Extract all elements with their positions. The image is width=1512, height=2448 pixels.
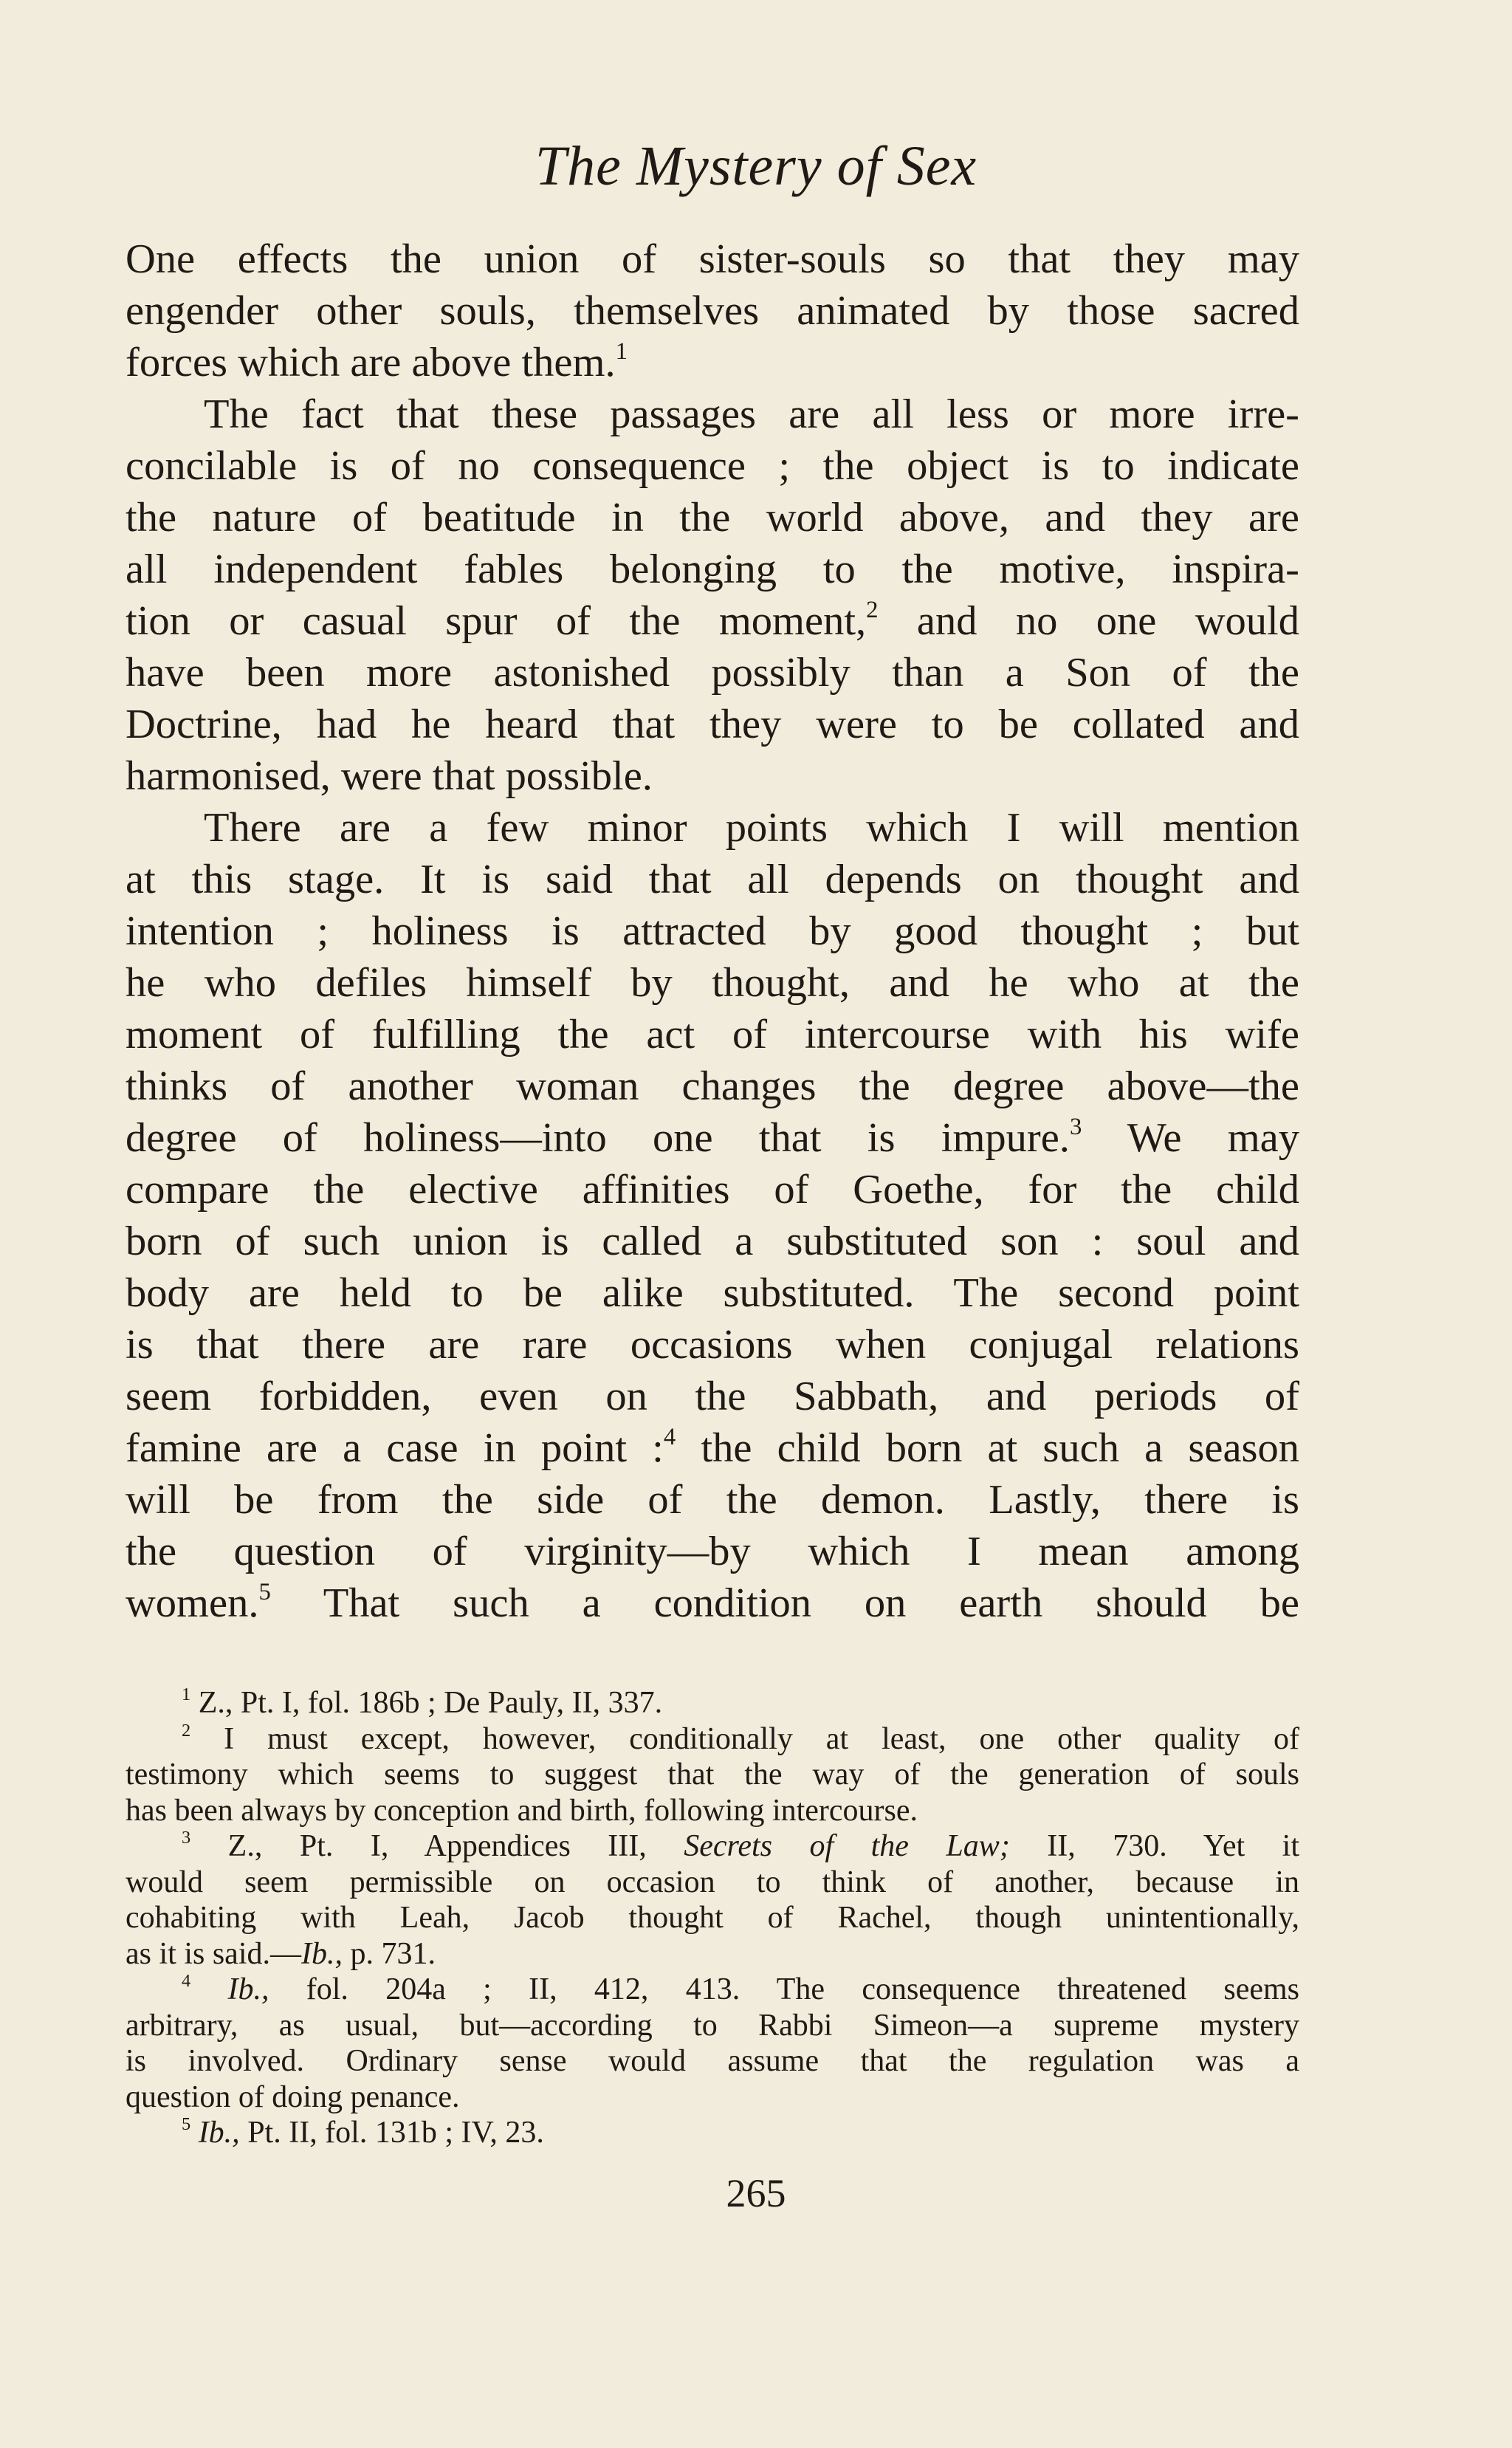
body-line: seem forbidden, even on the Sabbath, and periods of [126,1374,1299,1419]
body-line: There are a few minor points which I will mention [204,805,1299,851]
body-text [126,233,1299,1629]
running-head: The Mystery of Sex [535,135,977,197]
body-line: he who defiles himself by thought, and he who at the [126,960,1299,1006]
footnote-line: is involved. Ordinary sense would assume that the regulation was a [126,2044,1299,2078]
footnote-marker: 4 [182,1972,191,1991]
body-line: the nature of beatitude in the world above, and they are [126,495,1299,541]
footnote-line: $^5$ Ib., Pt. II, fol. 131b ; IV, 23. [182,2115,544,2150]
body-line: The fact that these passages are all less or more irre- [204,391,1299,437]
footnote-reference: 4 [663,1424,676,1451]
page-number: 265 [726,2171,786,2215]
body-line: forces which are above them.$^1$ [126,338,628,385]
italic-ref: Ib., [198,2116,240,2150]
footnote-line: $^3$ Z., Pt. I, Appendices III, Secrets of the Law; II, 730. Yet it [182,1828,1299,1863]
body-line: tion or casual spur of the moment,$^2$ and no one would [126,597,1299,644]
italic-ref: Ib., [301,1936,343,1971]
footnote-line: question of doing penance. [126,2080,460,2114]
footnote-reference: 2 [866,597,879,624]
footnote-line: has been always by conception and birth, following intercourse. [126,1793,918,1828]
footnote-reference: 1 [615,338,628,366]
footnote-line: $^1$ Z., Pt. I, fol. 186b ; De Pauly, II, 337. [182,1685,663,1720]
body-line: compare the elective affinities of Goethe, for the child [126,1167,1299,1213]
footnote-line: testimony which seems to suggest that the way of the generation of souls [126,1758,1299,1792]
footnote-marker: 2 [182,1721,191,1741]
body-line: Doctrine, had he heard that they were to be collated and [126,702,1299,747]
footnote-line: cohabiting with Leah, Jacob thought of Rachel, though unintentionally, [126,1901,1299,1935]
footnote-line: arbitrary, as usual, but—according to Rabbi Simeon—a supreme mystery [126,2008,1299,2043]
body-line: body are held to be alike substituted. The second point [126,1270,1299,1316]
body-line: concilable is of no consequence ; the object is to indicate [126,443,1299,489]
body-line: degree of holiness—into one that is impure.$^3$ We may [126,1114,1299,1161]
body-line: famine are a case in point :$^4$ the child born at such a season [126,1424,1299,1471]
footnote-marker: 1 [182,1685,191,1704]
body-line: born of such union is called a substituted son : soul and [126,1218,1299,1264]
italic-ref: Ib., [227,1972,269,2006]
body-line: harmonised, were that possible. [126,753,653,799]
body-line: all independent fables belonging to the motive, inspira- [126,546,1299,592]
body-line: One effects the union of sister-souls so that they may [126,236,1299,282]
footnote-reference: 3 [1069,1114,1082,1141]
footnotes [126,1685,1299,2151]
footnote-line: $^2$ I must except, however, conditionally at least, one other quality of [182,1721,1299,1756]
footnote-marker: 5 [182,2115,191,2134]
footnote-line: $^4$ Ib., fol. 204a ; II, 412, 413. The consequence threatened seems [182,1972,1299,2006]
body-line: intention ; holiness is attracted by good thought ; but [126,908,1299,954]
footnote-line: would seem permissible on occasion to think of another, because in [126,1865,1299,1899]
body-line: women.$^5$ That such a condition on earth should be [126,1579,1299,1626]
footnote-line: as it is said.—Ib., p. 731. [126,1936,436,1971]
body-line: have been more astonished possibly than a Son of the [126,650,1299,696]
footnote-reference: 5 [258,1579,271,1606]
body-line: is that there are rare occasions when conjugal relations [126,1322,1299,1368]
body-line: will be from the side of the demon. Lastly, there is [126,1477,1299,1523]
body-line: at this stage. It is said that all depends on thought and [126,857,1299,902]
body-line: the question of virginity—by which I mean among [126,1529,1299,1574]
body-line: engender other souls, themselves animated by those sacred [126,288,1299,334]
footnote-marker: 3 [182,1828,191,1848]
italic-ref: Secrets of the Law; [684,1829,1010,1863]
body-line: thinks of another woman changes the degree above—the [126,1063,1299,1109]
body-line: moment of fulfilling the act of intercourse with his wife [126,1012,1299,1057]
